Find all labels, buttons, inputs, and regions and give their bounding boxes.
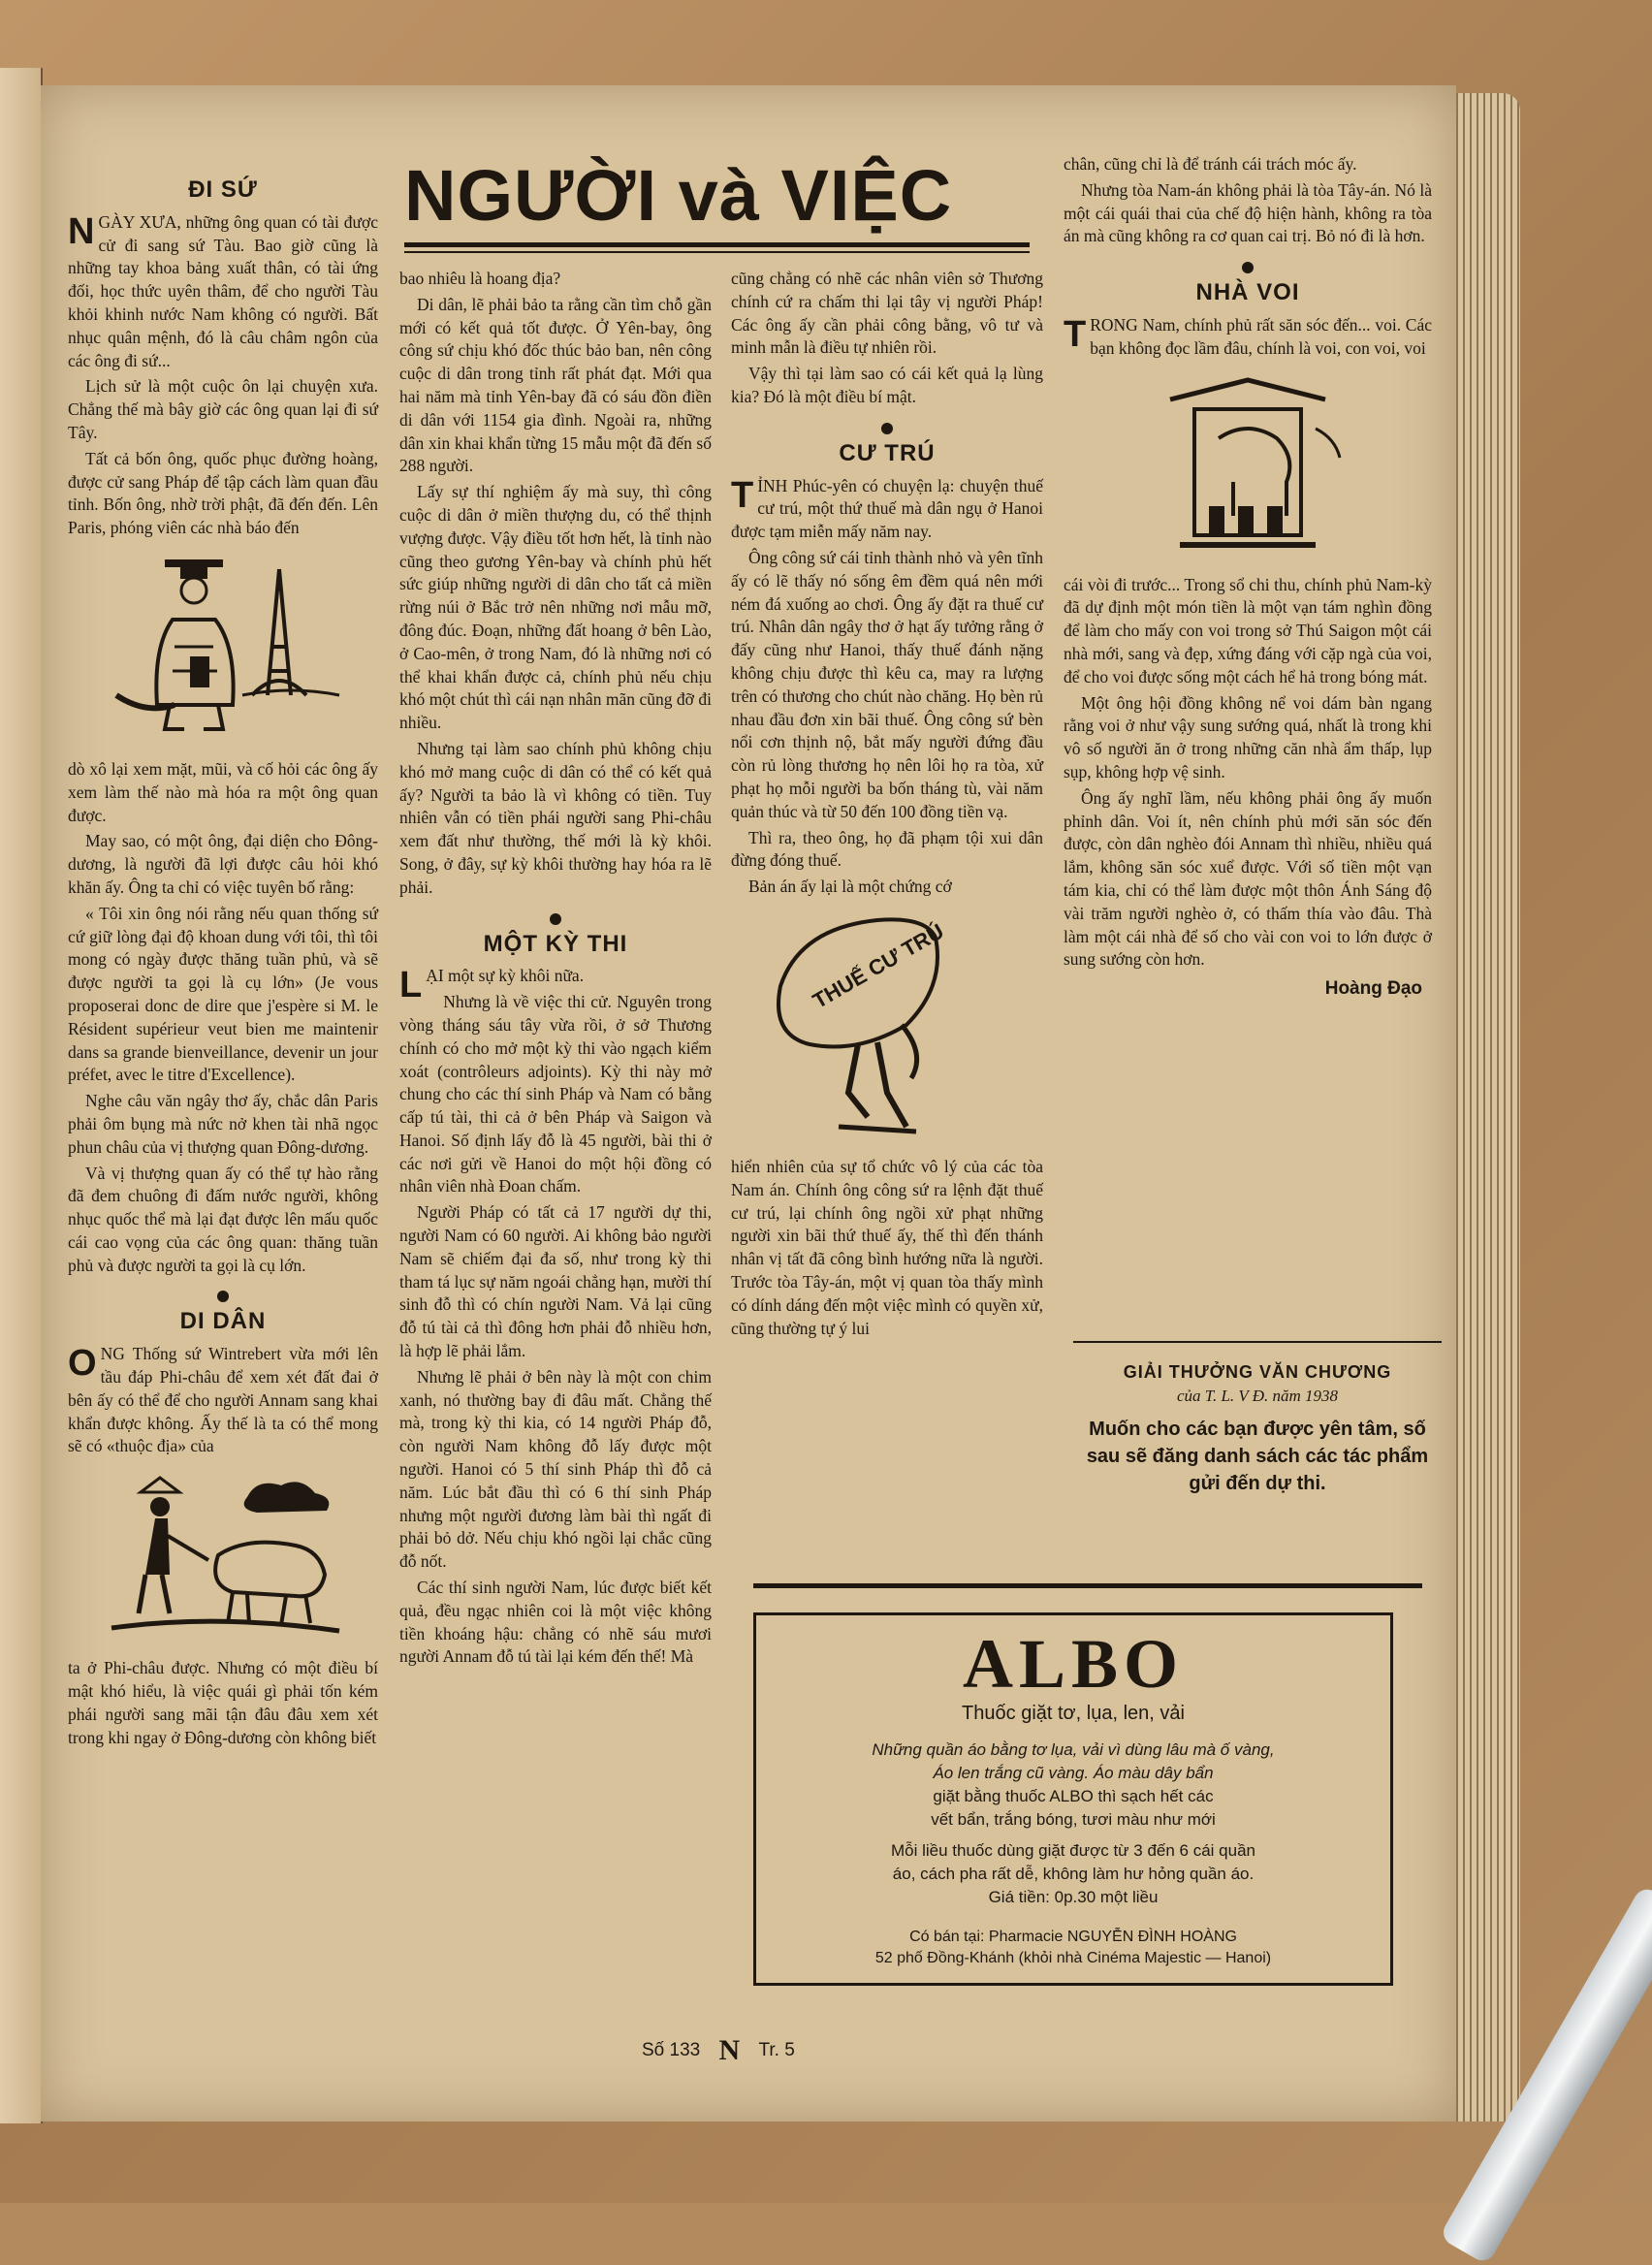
author-signature: Hoàng Đạo [1324, 978, 1422, 1000]
ad-price: Giá tiền: 0p.30 một liều [988, 1888, 1159, 1906]
advertisement-rule [753, 1583, 1422, 1588]
article-paragraph: ta ở Phi-châu được. Nhưng có một điều bí mật khó hiểu, là việc quái gì phải tốn kém phái người sang mãi tận đâu đâu xem xét trong khi ngay ở Đông-dương còn không biết [68, 1658, 378, 1747]
ad-seller-line: Có bán tại: Pharmacie NGUYỄN ĐÌNH HOÀNG [909, 1929, 1237, 1945]
newspaper-page [41, 85, 1456, 2121]
article-paragraph: Tất cả bốn ông, quốc phục đường hoàng, được cử sang Pháp để tập cách làm quan đầu tỉnh. Bốn ông, nhờ trời phật, đã đến đến. Lên Paris, phóng viên các nhà báo đến [68, 448, 378, 538]
farmer-buffalo-illustration [102, 1468, 344, 1647]
ad-line: giặt bằng thuốc ALBO thì sạch hết các [933, 1787, 1214, 1805]
dropcap: L [399, 965, 423, 1006]
article-paragraph: Ông ấy nghĩ lầm, nếu không phải ông ấy muốn phỉnh dân. Voi ít, nên chính phủ mới săn sóc đến được, còn dân nghèo đói Annam thì nhiều, nhiều quá lắm, không săn sóc xuể được. Với số tiền một vạn tám kia, chỉ có thể làm được một thôn Ánh Sáng độ vài trăm người nghèo ở, có thấm thía vào đâu. Thà làm một cái nhà để số cho vài con voi to lớn được ở sung sướng còn hơn. [1064, 787, 1432, 970]
article-paragraph: Các thí sinh người Nam, lúc được biết kết quả, đều ngạc nhiên coi là một việc không tiền khoáng hậu: chẳng có nhẽ sáu mươi người Annam đỗ tú tài lại kém đến thế! Mà [399, 1578, 712, 1667]
masthead-rule [404, 242, 1030, 247]
masthead-rule-thin [404, 251, 1030, 253]
article-paragraph: Ông công sứ cái tỉnh thành nhỏ và yên tĩnh ấy có lẽ thấy nó sống êm đềm quá nên mới ném đá xuống ao chơi. Ông ấy đặt ra thuế cư trú. Nhân dân ngây thơ ở hạt ấy tưởng rằng ở đấy cũng như Hanoi, thấy thuế đánh nặng không chịu được thì kêu ca, may ra lượng trên có thương cho chút nào chăng. Họ bèn rủ nhau đầu đơn xin bãi thuế. Ông công sứ bèn nổi cơn thịnh nộ, bắt mấy người đứng đầu còn rủ lòng thương họ nên lôi họ ra tòa, xử phạt họ mỗi người ba bốn tháng tù, vài năm quản thúc và từ 50 đến 100 đồng tiền vạ. [731, 547, 1043, 821]
ad-line: áo, cách pha rất dễ, không làm hư hỏng quần áo. [892, 1865, 1255, 1883]
article-paragraph: May sao, có một ông, đại diện cho Đông-dương, là người đã lợi được câu hỏi khó khăn ấy. Ông ta chỉ có việc tuyên bố rằng: [68, 831, 378, 897]
column-4 [1064, 153, 1432, 1001]
dropcap: N [68, 210, 95, 252]
heading-di-su: ĐI SỨ [188, 176, 258, 203]
article-paragraph [399, 965, 712, 1006]
prize-rule [1073, 1341, 1442, 1343]
elephant-house-illustration [1141, 370, 1354, 564]
ad-line: vết bẩn, trắng bóng, tươi màu như mới [931, 1810, 1216, 1829]
paragraph-text: GÀY XƯA, những ông quan có tài được cử đi sang sứ Tàu. Bao giờ cũng là những tay khoa bảng xuất thân, có tài ứng đối, học thức uyên thâm, để cho người Tàu khỏi khinh nước Nam không có người. Bất nhục quân mệnh, đó là câu châm ngôn của các ông đi sứ... [68, 211, 378, 370]
article-paragraph: bao nhiêu là hoang địa? [399, 269, 561, 288]
heading-mot-ky-thi: MỘT KỲ THI [483, 930, 628, 957]
article-paragraph: Nhưng tòa Nam-án không phải là tòa Tây-án. Nó là một cái quái thai của chế độ hiện hành, không ra tòa án mà cũng không ra cơ quan cai trị. Bỏ nó đi là hơn. [1064, 179, 1432, 246]
section-bullet [1242, 262, 1254, 273]
paragraph-text: ẠI một sự kỳ khôi nữa. [426, 966, 585, 986]
article-paragraph: Và vị thượng quan ấy có thể tự hào rằng đã đem chuông đi đấm nước người, không nhục quốc thể mà lại đạt được lên mấu quốc cái cao vọng của các ông quan: thăng tuần phủ và được người ta gọi là cụ lớn. [68, 1163, 378, 1275]
column-2 [399, 268, 712, 1672]
section-bullet [881, 423, 893, 434]
article-paragraph: Vậy thì tại làm sao có cái kết quả lạ lùng kia? Đó là một điều bí mật. [731, 364, 1043, 406]
ad-copy [768, 1739, 1379, 1909]
article-paragraph: Di dân, lẽ phải bảo ta rằng cần tìm chỗ gần mới có kết quả tốt được. Ở Yên-bay, ông công sứ chịu khó đốc thúc bảo ban, nên công cuộc di dân trong tỉnh rất phát đạt. Mới qua hai năm mà tỉnh Yên-bay đã có sáu đồn điền di dân với 1154 gia đình. Ngoài ra, những dân xin khai khẩn từng 15 mẫu một đã đến số 288 người. [399, 294, 712, 476]
publication-logo-icon: N [718, 2034, 741, 2066]
article-paragraph: Nhưng tại làm sao chính phủ không chịu khó mở mang cuộc di dân có thể có kết quả ấy? Người ta bảo là vì không có tiền. Tuy nhiên vẫn có tiền phái người sang Phi-châu xem đất như thường, thế mới là kỳ khôi. Song, ở đây, sự kỳ khôi thường hay hóa ra lẽ phải. [399, 738, 712, 897]
issue-number: Số 133 [642, 2040, 701, 2060]
article-paragraph: Nghe câu văn ngây thơ ấy, chắc dân Paris phải ôm bụng mà nức nở khen tài nhã ngọc phun châu của vị thượng quan Đông-dương. [68, 1091, 378, 1157]
section-bullet [550, 913, 561, 925]
ad-line: Áo len trắng cũ vàng. Áo màu dây bẩn [933, 1764, 1214, 1782]
article-paragraph: Thì ra, theo ông, họ đã phạm tội xui dân đừng đóng thuế. [731, 827, 1043, 871]
dropcap: T [1064, 313, 1087, 355]
heading-cu-tru: CƯ TRÚ [839, 439, 936, 466]
article-paragraph [731, 475, 1043, 544]
ad-tagline: Thuốc giặt tơ, lụa, len, vải [962, 1703, 1185, 1724]
article-paragraph: hiển nhiên của sự tổ chức vô lý của các tòa Nam án. Chính ông công sứ ra lệnh đặt thuế cư trú, lại chính ông ngồi xử phạt những người xin bãi thứ thuế ấy, thế thì đến thánh nhân vị tất đã công bình hướng nữa là người. Trước tòa Tây-án, một vị quan tòa thấy mình có dính dáng đến một việc mình có quyền xử, cũng thường tự ý lui [731, 1156, 1043, 1338]
article-paragraph: cũng chẳng có nhẽ các nhân viên sở Thương chính cứ ra chấm thi lại tây vị người Pháp! Các ông ấy cần phải công bằng, vô tư và minh mẫn là điều tự nhiên rồi. [731, 269, 1043, 358]
paragraph-text: NG Thống sứ Wintrebert vừa mới lên tầu đáp Phi-châu để xem xét đất đai ở bên ấy có thể để cho người Annam sang khai khẩn được không. Ấy thế là ta có thể mong sẽ có «thuộc địa» của [68, 1344, 378, 1456]
paragraph-text: ỈNH Phúc-yên có chuyện lạ: chuyện thuế cư trú, một thứ thuế mà dân ngụ ở Hanoi được tạm miễn mấy năm nay. [731, 475, 1043, 542]
tax-sack-illustration [742, 909, 1032, 1146]
ad-line: Mỗi liều thuốc dùng giặt được từ 3 đến 6 cái quần [890, 1841, 1256, 1860]
prize-subtitle: của T. L. V Đ. năm 1938 [1176, 1387, 1339, 1405]
article-paragraph: « Tôi xin ông nói rằng nếu quan thống sứ cứ giữ lòng đại độ khoan dung với tôi, thì tôi mong có ngày được thăng tuần phủ, và sẽ được người ta gọi là cụ lớn» (Je vous proposerai donc de dire que j'espère si M. le Résident supérieur veut bien me maintenir dans sa grande bienveillance, devenir un jour préfet, avec le titre d'Excellence). [68, 903, 378, 1085]
left-page-edge [0, 68, 43, 2123]
prize-notice [1073, 1341, 1442, 1497]
article-paragraph: Người Pháp có tất cả 17 người dự thi, người Nam có 60 người. Ai không bảo người Nam sẽ chiếm đại đa số, như trong kỳ thi tham tá lục sự năm ngoái chẳng hạn, mười thí sinh đỗ thì có chín người Nam. Vả lại cũng đỗ tú tài cả thì đông hơn phải đỗ nhiều hơn, là hợp lẽ phải lắm. [399, 1202, 712, 1361]
article-paragraph: Nhưng lẽ phải ở bên này là một con chim xanh, nó thường bay đi đâu mất. Chẳng thế mà, trong kỳ thi kia, có 14 người Pháp đỗ, còn người Nam không đỗ lấy được một người. Hanoi có 5 thí sinh Pháp thì đỗ cả năm. Lúc bắt đầu thì có 6 thí sinh Pháp nhưng một người đương làm bài thì ngất đi phải bỏ dở. Nếu chịu khó ngồi lại chắc cũng đỗ nốt. [399, 1366, 712, 1572]
ad-line: Những quần áo bằng tơ lụa, vải vì dùng lâu mà ố vàng, [872, 1740, 1275, 1759]
article-paragraph: Lịch sử là một cuộc ôn lại chuyện xưa. Chẳng thế mà bây giờ các ông quan lại đi sứ Tây. [68, 376, 378, 442]
article-paragraph: Một ông hội đồng không nể voi dám bàn ngang rằng voi ở như vậy sung sướng quá, nhất là trong khi vô số người ăn ở trong những căn nhà ẩm thấp, lụp sụp, không hợp vệ sinh. [1064, 692, 1432, 782]
article-paragraph [1064, 314, 1432, 361]
ad-brand: ALBO [962, 1625, 1185, 1703]
prize-title: GIẢI THƯỞNG VĂN CHƯƠNG [1123, 1362, 1392, 1382]
masthead-title: NGƯỜI và VIỆC [404, 155, 953, 236]
section-bullet [217, 1291, 229, 1302]
article-paragraph [68, 1343, 378, 1458]
article-paragraph [68, 211, 378, 373]
column-1 [68, 171, 378, 1752]
ad-seller [768, 1927, 1379, 1969]
masthead [404, 153, 1064, 253]
dropcap: T [731, 474, 754, 516]
sack-label: THUẾ CƯ TRÚ [809, 918, 948, 1013]
prize-body: Muốn cho các bạn được yên tâm, số sau sẽ đăng danh sách các tác phẩm gửi đến dự thi. [1086, 1419, 1429, 1494]
article-paragraph: dò xô lại xem mặt, mũi, và cố hỏi các ông ấy xem làm thế nào mà hóa ra một ông quan được. [68, 758, 378, 825]
article-paragraph: chân, cũng chỉ là để tránh cái trách móc ấy. [1064, 154, 1357, 174]
column-3 [731, 268, 1043, 1343]
article-paragraph: Bản án ấy lại là một chứng cớ [748, 877, 952, 897]
ad-seller-line: 52 phố Đồng-Khánh (khỏi nhà Cinéma Majestic — Hanoi) [874, 1950, 1272, 1966]
heading-di-dan: DI DÂN [179, 1308, 267, 1335]
page-footer [642, 2034, 894, 2067]
mandarin-eiffel-illustration [97, 550, 349, 749]
dropcap: O [68, 1343, 97, 1385]
paragraph-text: RONG Nam, chính phủ rất săn sóc đến... voi. Các bạn không đọc lầm đâu, chính là voi, con voi, voi [1090, 314, 1432, 358]
article-paragraph: Lấy sự thí nghiệm ấy mà suy, thì công cuộc di dân ở miền thượng du, có thể thịnh vượng được. Vậy điều tốt hơn hết, là tỉnh nào cũng theo gương Yên-bay và chính phủ hết sức giúp những người di dân cho tất cả miền rừng núi ở Bắc trở nên những nơi mẫu mỡ, đông đúc. Đoạn, những đất hoang ở bên Lào, ở Cao-mên, ở trong Nam, đó là những nơi có thể khai khẩn được cả, chính phủ nếu chịu khó một chút thì cái nạn nhân mãn cũng đỡ đi nhiều. [399, 482, 712, 733]
article-paragraph: cái vòi đi trước... Trong sổ chi thu, chính phủ Nam-kỳ đã dự định một món tiền là một vạn tám nghìn đồng để làm cho mấy con voi trong sở Thú Saigon một cái nhà mới, sang và đẹp, xứng đáng với cặp ngà của voi, để cho voi được sống một cách hể hả trong bóng mát. [1064, 574, 1432, 686]
article-paragraph: Nhưng là về việc thi cử. Nguyên trong vòng tháng sáu tây vừa rồi, ở sở Thương chính có cho mở một kỳ thi vào ngạch kiểm xoát (contrôleurs adjoints). Kỳ thi này mở chung cho các thí sinh Pháp và Nam có bằng cấp tú tài, thi cả ở bên Pháp và Saigon và Hanoi. Số định lấy đỗ là 45 người, bài thi ở các nơi gửi về Hanoi do một hội đồng có nhân viên nhà Đoan chấm. [399, 992, 712, 1196]
page-number: Tr. 5 [758, 2040, 795, 2060]
heading-nha-voi: NHÀ VOI [1195, 279, 1300, 306]
albo-advertisement [753, 1612, 1393, 1986]
